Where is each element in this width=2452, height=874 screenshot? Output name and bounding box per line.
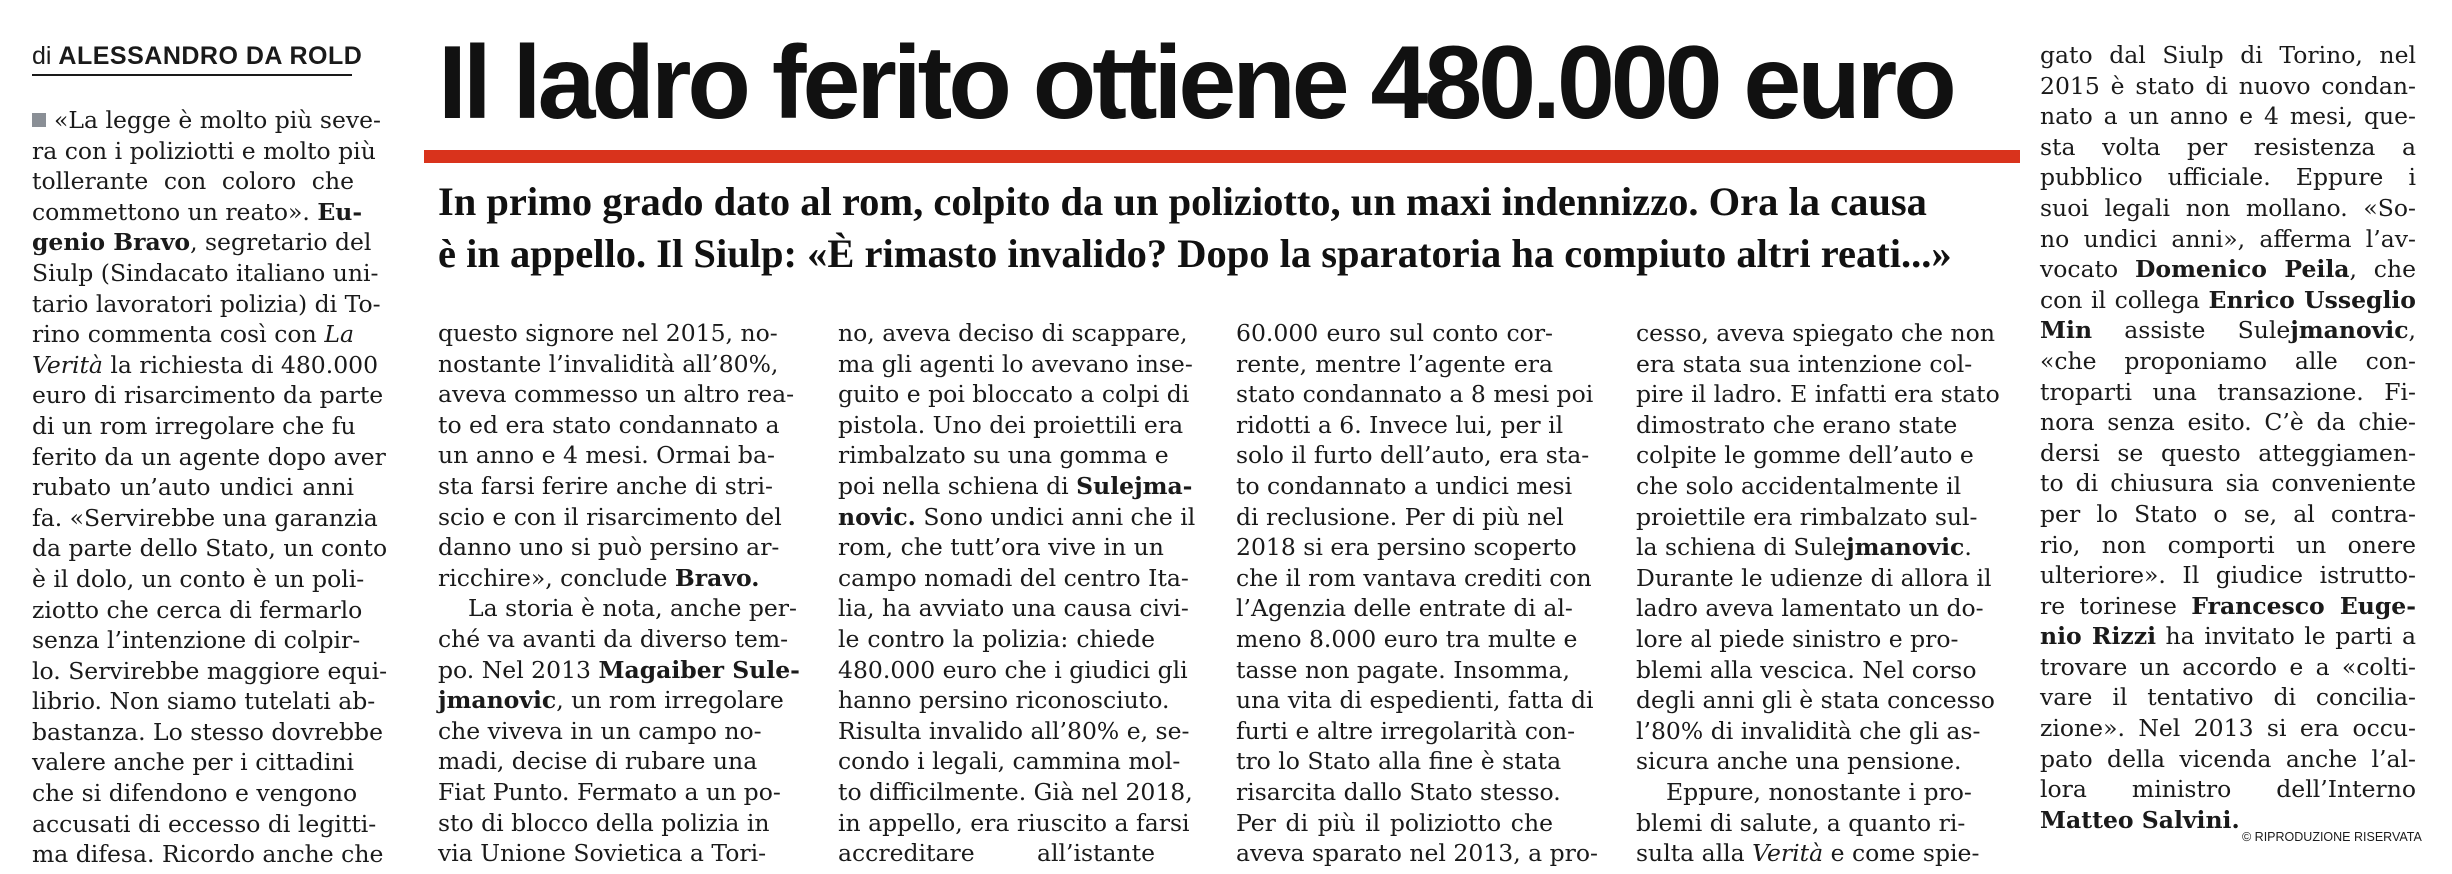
article-line: tollerante con coloro che <box>32 167 354 196</box>
article-line: Per di più il poliziotto che <box>1236 808 1553 837</box>
article-line: cesso, aveva spiegato che non <box>1636 319 1995 347</box>
article-line: proiettile era rimbalzato sul- <box>1636 502 1978 531</box>
article-line: sta farsi ferire anche di stri- <box>438 471 773 500</box>
article-line: ziotto che cerca di fermarlo <box>32 595 363 624</box>
article-line: no, aveva deciso di scappare, <box>838 319 1188 347</box>
article-line: valere anche per i cittadini <box>32 748 354 777</box>
article-line: to difficilmente. Già nel 2018, <box>838 777 1193 806</box>
article-line: una vita di espedienti, fatta di <box>1236 686 1594 715</box>
article-line: di reclusione. Per di più nel <box>1236 502 1564 531</box>
article-line: rom, che tutt’ora vive in un <box>838 533 1164 562</box>
article-line: «La legge è molto più seve- <box>32 105 354 136</box>
article-line: nora senza esito. C’è da chie- <box>2040 408 2416 437</box>
article-line: zione». Nel 2013 si era occu- <box>2040 714 2416 743</box>
article-line: sulta alla Verità e come spie- <box>1636 839 1980 868</box>
article-line: lora ministro dell’Interno <box>2040 775 2416 804</box>
article-line: Fiat Punto. Fermato a un po- <box>438 777 781 806</box>
article-line: to di chiusura sia conveniente <box>2040 469 2416 498</box>
byline-author: ALESSANDRO DA ROLD <box>58 42 363 70</box>
article-line: lore al piede sinistro e pro- <box>1636 624 1959 653</box>
article-line: dimostrato che erano state <box>1636 410 1958 439</box>
headline: Il ladro ferito ottiene 480.000 euro <box>438 25 1953 141</box>
article-line: troparti una transazione. Fi- <box>2040 377 2416 406</box>
article-line: tasse non pagate. Insomma, <box>1236 655 1570 684</box>
article-line: 480.000 euro che i giudici gli <box>838 655 1188 684</box>
article-line: jmanovic, un rom irregolare <box>438 686 784 715</box>
article-line: ridotti a 6. Invece lui, per il <box>1236 410 1564 439</box>
article-line: le contro la polizia: chiede <box>838 624 1155 653</box>
article-line: nostante l’invalidità all’80%, <box>438 349 779 378</box>
article-line: ladro aveva lamentato un do- <box>1636 594 1984 623</box>
article-line: ferito da un agente dopo aver <box>32 442 386 471</box>
article-line: novic. Sono undici anni che il <box>838 502 1196 531</box>
article-line: è il dolo, un conto è un poli- <box>32 564 365 593</box>
square-bullet-icon <box>32 113 46 127</box>
article-line: blemi di salute, a quanto ri- <box>1636 808 1966 837</box>
article-line: ulteriore». Il giudice istrutto- <box>2040 561 2416 590</box>
article-line: campo nomadi del centro Ita- <box>838 563 1189 592</box>
byline <box>32 42 363 76</box>
article-line: aveva sparato nel 2013, a pro- <box>1236 839 1598 868</box>
article-line: ma gli agenti lo avevano inse- <box>838 349 1193 378</box>
article-line: ma difesa. Ricordo anche che <box>32 840 384 869</box>
article-line: ché va avanti da diverso tem- <box>438 624 789 653</box>
article-line: tario lavoratori polizia) di To- <box>32 289 381 318</box>
article-line: rio, non comporti un onere <box>2040 530 2416 559</box>
article-line: re torinese Francesco Euge- <box>2040 591 2416 620</box>
article-line: nio Rizzi ha invitato le parti a <box>2040 622 2416 651</box>
headline-red-rule <box>424 150 2020 163</box>
copyright-notice: © RIPRODUZIONE RISERVATA <box>2242 830 2422 844</box>
article-line: rino commenta così con La <box>32 320 354 349</box>
article-line: blemi alla vescica. Nel corso <box>1636 655 1977 684</box>
article-line: ra con i poliziotti e molto più <box>32 136 376 165</box>
article-line: suoi legali non mollano. «So- <box>2040 193 2416 222</box>
article-line: Verità la richiesta di 480.000 <box>32 350 379 379</box>
article-line: la schiena di Sulejmanovic. <box>1636 533 1972 562</box>
article-column-1 <box>32 105 388 870</box>
article-line: senza l’intenzione di colpir- <box>32 626 361 655</box>
article-line: madi, decise di rubare una <box>438 747 758 776</box>
article-line: risarcita dallo Stato stesso. <box>1236 777 1561 806</box>
subheadline-line-1: In primo grado dato al rom, colpito da un poliziotto, un maxi indennizzo. Ora la causa <box>438 179 1927 224</box>
article-line: librio. Non siamo tutelati ab- <box>32 687 376 716</box>
article-line: ricchire», conclude Bravo. <box>438 563 760 592</box>
article-line: lo. Servirebbe maggiore equi- <box>32 656 388 685</box>
article-line: 2015 è stato di nuovo condan- <box>2040 71 2416 100</box>
article-line: via Unione Sovietica a Tori- <box>438 839 767 868</box>
article-line: trovare un accordo e a «colti- <box>2040 652 2416 681</box>
article-line: accusati di eccesso di legitti- <box>32 809 377 838</box>
article-line: in appello, era riuscito a farsi <box>838 808 1190 837</box>
article-line: rente, mentre l’agente era <box>1236 349 1553 378</box>
article-line: to condannato a undici mesi <box>1236 471 1573 500</box>
article-line: condo i legali, cammina mol- <box>838 747 1181 776</box>
article-line: colpite le gomme dell’auto e <box>1636 441 1974 470</box>
article-line: nato a un anno e 4 mesi, que- <box>2040 102 2416 131</box>
article-line: Eppure, nonostante i pro- <box>1666 777 1972 806</box>
article-line: to ed era stato condannato a <box>438 410 780 439</box>
article-line: accreditare all’istante <box>838 839 1155 868</box>
article-line: 60.000 euro sul conto cor- <box>1236 319 1553 347</box>
article-line: un anno e 4 mesi. Ormai ba- <box>438 441 775 470</box>
article-line: Risulta invalido all’80% e, se- <box>838 716 1190 745</box>
article-line: Min assiste Sulejmanovic, <box>2040 316 2416 345</box>
article-line: era stata sua intenzione col- <box>1636 349 1973 378</box>
article-line: con il collega Enrico Usseglio <box>2040 285 2416 314</box>
subheadline <box>438 176 2018 280</box>
article-line: l’Agenzia delle entrate di al- <box>1236 594 1573 623</box>
article-line: solo il furto dell’auto, era sta- <box>1236 441 1590 470</box>
article-line: degli anni gli è stata concesso <box>1636 686 1995 715</box>
article-line: che si difendono e vengono <box>32 779 358 808</box>
article-line: che viveva in un campo no- <box>438 716 762 745</box>
article-line: Durante le udienze di allora il <box>1636 563 1992 592</box>
article-line: La storia è nota, anche per- <box>468 594 797 623</box>
article-line: pire il ladro. E infatti era stato <box>1636 380 2000 409</box>
article-line: stato condannato a 8 mesi poi <box>1236 380 1594 409</box>
article-line: furti e altre irregolarità con- <box>1236 716 1576 745</box>
article-line: di un rom irregolare che fu <box>32 411 356 440</box>
article-line: da parte dello Stato, un conto <box>32 534 388 563</box>
article-column-2 <box>438 318 800 869</box>
article-line: l’80% di invalidità che gli as- <box>1636 716 1981 745</box>
article-line: gato dal Siulp di Torino, nel <box>2040 41 2416 69</box>
article-line: euro di risarcimento da parte <box>32 381 384 410</box>
article-column-4 <box>1236 318 1598 869</box>
article-line: tro lo Stato alla fine è stata <box>1236 747 1562 776</box>
article-column-6 <box>2040 40 2416 835</box>
article-line: questo signore nel 2015, no- <box>438 319 778 347</box>
article-line: rubato un’auto undici anni <box>32 473 354 502</box>
article-line: sto di blocco della polizia in <box>438 808 770 837</box>
article-line: vare il tentativo di concilia- <box>2040 683 2416 712</box>
article-line: danno uno si può persino ar- <box>438 533 780 562</box>
article-line: pato della vicenda anche l’al- <box>2040 744 2416 773</box>
article-line: aveva commesso un altro rea- <box>438 380 795 409</box>
article-column-3 <box>838 318 1196 869</box>
article-line: «che proponiamo alle con- <box>2040 346 2416 375</box>
article-line: scio e con il risarcimento del <box>438 502 782 531</box>
article-line: no undici anni», afferma l’av- <box>2040 224 2416 253</box>
article-line: commettono un reato». Eu- <box>32 197 363 226</box>
article-line: guito e poi bloccato a colpi di <box>838 380 1190 409</box>
article-line: 2018 si era persino scoperto <box>1236 533 1577 562</box>
article-line: lia, ha avviato una causa civi- <box>838 594 1189 623</box>
article-line: Matteo Salvini. <box>2040 805 2240 834</box>
article-line: che il rom vantava crediti con <box>1236 563 1592 592</box>
article-line: bastanza. Lo stesso dovrebbe <box>32 717 384 746</box>
article-line: fa. «Servirebbe una garanzia <box>32 503 378 532</box>
article-line: po. Nel 2013 Magaiber Sule- <box>438 655 800 684</box>
subheadline-line-2: è in appello. Il Siulp: «È rimasto invalido? Dopo la sparatoria ha compiuto altri reati...» <box>438 231 1952 276</box>
article-line: pubblico ufficiale. Eppure i <box>2040 163 2416 192</box>
article-line: sta volta per resistenza a <box>2040 132 2416 161</box>
article-line: hanno persino riconosciuto. <box>838 686 1170 715</box>
article-line: per lo Stato o se, al contra- <box>2040 499 2416 528</box>
article-column-5 <box>1636 318 2000 869</box>
article-line: genio Bravo, segretario del <box>32 228 372 257</box>
article-line: pistola. Uno dei proiettili era <box>838 410 1184 439</box>
article-line: poi nella schiena di Sulejma- <box>838 471 1193 500</box>
article-line: sicura anche una pensione. <box>1636 747 1962 776</box>
article-line: rimbalzato su una gomma e <box>838 441 1169 470</box>
article-line: Siulp (Sindacato italiano uni- <box>32 258 379 287</box>
article-line: meno 8.000 euro tra multe e <box>1236 624 1578 653</box>
article-line: che solo accidentalmente il <box>1636 471 1962 500</box>
byline-prefix: di <box>32 42 52 70</box>
article-line: dersi se questo atteggiamen- <box>2040 438 2416 467</box>
article-line: vocato Domenico Peila, che <box>2040 255 2416 284</box>
